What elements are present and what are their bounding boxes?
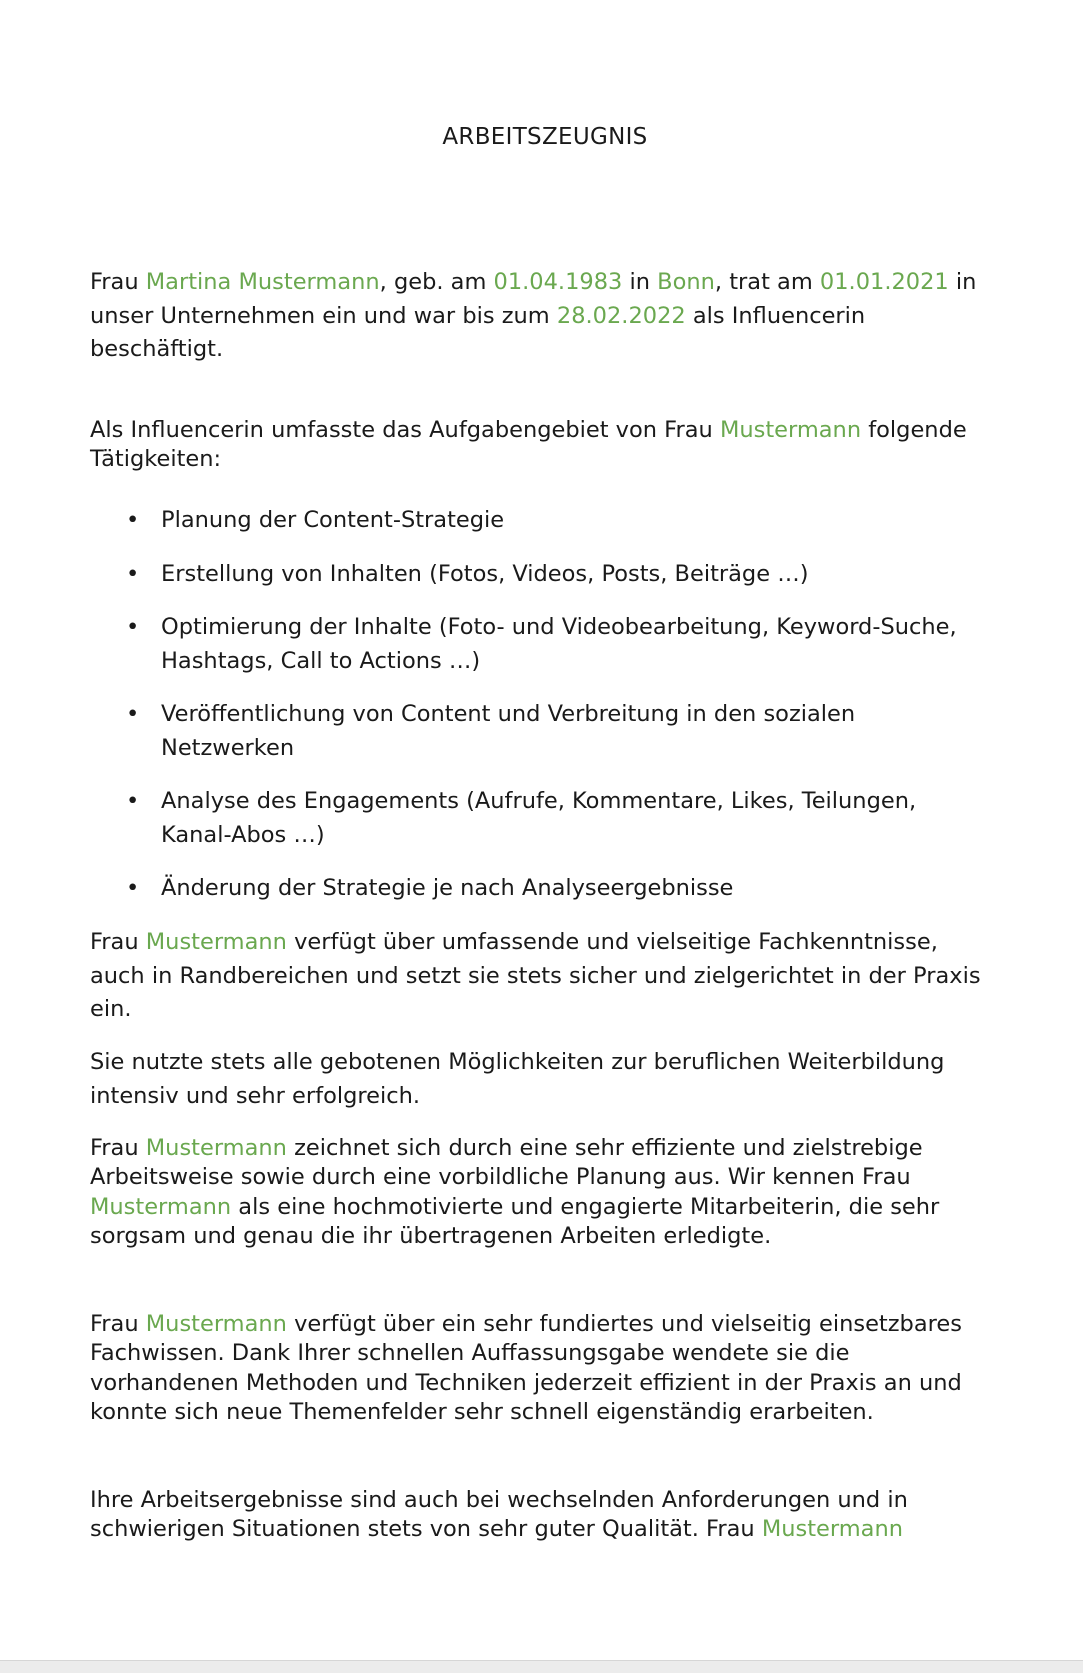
text-segment: , trat am <box>714 269 820 295</box>
task-item <box>90 785 990 852</box>
employee-surname: Mustermann <box>145 1311 287 1337</box>
bullet-icon: • <box>126 614 140 640</box>
task-item <box>90 504 990 538</box>
task-text: Planung der Content-Strategie <box>161 507 505 533</box>
employee-surname: Mustermann <box>145 929 287 955</box>
training-paragraph <box>90 1046 990 1113</box>
bullet-icon: • <box>126 507 140 533</box>
knowledge-paragraph <box>90 1310 990 1428</box>
task-text: Analyse des Engagements (Aufrufe, Kommentare, Likes, Teilungen, Kanal-Abos …) <box>161 788 917 848</box>
task-text: Änderung der Strategie je nach Analyseergebnisse <box>161 875 734 901</box>
task-text: Veröffentlichung von Content und Verbreitung in den sozialen Netzwerken <box>161 701 856 761</box>
text-segment: , geb. am <box>379 269 494 295</box>
end-date: 28.02.2022 <box>556 302 686 329</box>
text-segment: zeichnet sich durch eine sehr effiziente und zielstrebige Arbeitsweise sowie durch eine vorbildliche Planung aus. Wir kennen Frau <box>90 1135 923 1191</box>
task-text: Optimierung der Inhalte (Foto- und Videobearbeitung, Keyword-Suche, Hashtags, Call to Actions …) <box>161 614 957 674</box>
text-segment: folgende Tätigkeiten: <box>90 417 967 473</box>
birth-date: 01.04.1983 <box>493 269 623 295</box>
bullet-icon: • <box>126 788 140 814</box>
task-item <box>90 698 990 765</box>
text-segment: Frau <box>90 1311 146 1337</box>
bullet-icon: • <box>126 560 140 587</box>
employee-name: Martina Mustermann <box>145 269 380 295</box>
results-paragraph <box>90 1486 990 1545</box>
task-item <box>90 611 990 678</box>
text-segment: Ihre Arbeitsergebnisse sind auch bei wechselnden Anforderungen und in schwierigen Situationen stets von sehr guter Qualität. Frau <box>90 1487 908 1543</box>
task-item <box>90 558 990 592</box>
employee-surname: Mustermann <box>145 1135 287 1161</box>
task-text: Erstellung von Inhalten (Fotos, Videos, Posts, Beiträge …) <box>161 560 809 587</box>
intro-paragraph <box>90 266 990 367</box>
bullet-icon: • <box>126 875 140 901</box>
horizontal-scrollbar[interactable] <box>0 1660 1083 1673</box>
start-date: 01.01.2021 <box>819 269 949 295</box>
employee-surname: Mustermann <box>90 1193 232 1220</box>
text-segment: als eine hochmotivierte und engagierte Mitarbeiterin, die sehr sorgsam und genau die ihr übertragenen Arbeiten erledigte. <box>90 1193 940 1250</box>
bullet-icon: • <box>126 701 140 727</box>
text-segment: Frau <box>90 269 146 295</box>
task-list <box>90 504 990 926</box>
text-segment: verfügt über umfassende und vielseitige Fachkenntnisse, auch in Randbereichen und setzt sie stets sicher und zielgerichtet in der Praxis ein. <box>90 929 981 1022</box>
birth-place: Bonn <box>657 269 715 295</box>
text-segment: in <box>622 269 658 295</box>
text-segment: Sie nutzte stets alle gebotenen Möglichkeiten zur beruflichen Weiterbildung intensiv und sehr erfolgreich. <box>90 1049 945 1109</box>
working-style-paragraph <box>90 1134 990 1252</box>
employee-surname: Mustermann <box>719 417 862 443</box>
task-item <box>90 872 990 906</box>
text-segment: Frau <box>90 929 146 955</box>
text-segment: verfügt über ein sehr fundiertes und vielseitig einsetzbares Fachwissen. Dank Ihrer schnellen Auffassungsgabe wendete sie die vorhandenen Methoden und Techniken jederzeit effizient in der Praxis an und konnte sich neue Themenfelder sehr schnell eigenständig erarbeiten. <box>90 1311 962 1426</box>
text-segment: in unser Unternehmen ein und war bis zum <box>90 269 977 329</box>
employee-surname: Mustermann <box>761 1516 903 1543</box>
text-segment: als Influencerin beschäftigt. <box>90 302 866 362</box>
text-segment: Frau <box>90 1135 146 1161</box>
text-segment: Als Influencerin umfasste das Aufgabengebiet von Frau <box>90 417 720 443</box>
expertise-paragraph <box>90 926 990 1027</box>
tasks-intro-paragraph <box>90 416 990 475</box>
document-title: ARBEITSZEUGNIS <box>442 124 648 150</box>
